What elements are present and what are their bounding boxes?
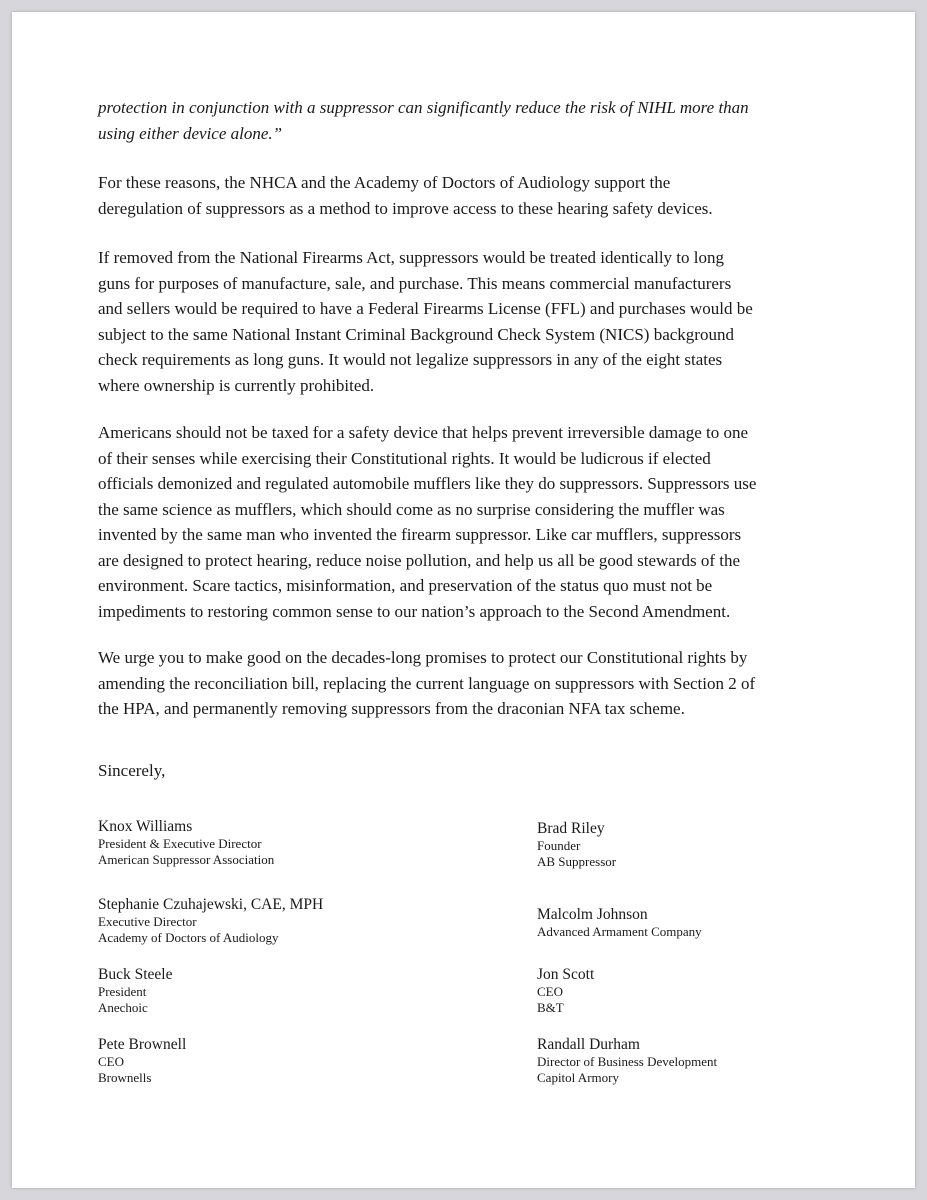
signer-org: American Suppressor Association <box>98 852 275 867</box>
text-line: We urge you to make good on the decades-long promises to protect our Constitutional rights by <box>98 648 748 667</box>
paragraph-support <box>98 170 818 221</box>
signer-title: President & Executive Director <box>98 836 262 851</box>
signer-name: Brad Riley <box>537 820 605 837</box>
text-line: subject to the same National Instant Criminal Background Check System (NICS) background <box>98 324 734 344</box>
paragraph-urge <box>98 645 818 722</box>
signature-block <box>537 1036 717 1086</box>
text-line: environment. Scare tactics, misinformation, and preservation of the status quo must not be <box>98 576 713 595</box>
text-line: and sellers would be required to have a Federal Firearms License (FFL) and purchases would be <box>98 299 753 318</box>
signer-org: B&T <box>537 1000 564 1015</box>
text-line: invented by the same man who invented the firearm suppressor. Like car mufflers, suppressors <box>98 525 742 544</box>
text-line: where ownership is currently prohibited. <box>98 375 375 395</box>
signer-org: Brownells <box>98 1070 152 1085</box>
signer-name: Buck Steele <box>98 966 173 983</box>
text-line: the HPA, and permanently removing suppressors from the draconian NFA tax scheme. <box>98 699 685 718</box>
signature-block <box>537 966 594 1016</box>
text-line: amending the reconciliation bill, replacing the current language on suppressors with Section 2 of <box>98 673 756 693</box>
signer-name: Randall Durham <box>537 1036 640 1053</box>
letter-page <box>12 12 915 1188</box>
text-line: check requirements as long guns. It would not legalize suppressors in any of the eight states <box>98 350 723 369</box>
signer-org: Academy of Doctors of Audiology <box>98 930 279 945</box>
text-line: impediments to restoring common sense to our nation’s approach to the Second Amendment. <box>98 601 731 621</box>
signer-name: Malcolm Johnson <box>537 906 648 923</box>
quote-paragraph <box>98 95 818 146</box>
signer-org: Anechoic <box>98 1000 148 1015</box>
signature-block <box>98 818 274 868</box>
text-line: using either device alone.” <box>98 123 283 143</box>
signature-block <box>537 906 702 940</box>
signer-name: Stephanie Czuhajewski, CAE, MPH <box>98 896 324 913</box>
signature-block <box>98 1036 186 1086</box>
signer-org: Capitol Armory <box>537 1070 619 1085</box>
signer-title: Founder <box>537 838 581 853</box>
signer-title: Executive Director <box>98 914 197 929</box>
text-line: For these reasons, the NHCA and the Academy of Doctors of Audiology support the <box>98 173 671 192</box>
signature-block <box>537 820 616 870</box>
text-line: guns for purposes of manufacture, sale, and purchase. This means commercial manufacturers <box>98 273 732 293</box>
text-line: officials demonized and regulated automobile mufflers like they do suppressors. Suppressors use <box>98 474 757 493</box>
text-line: are designed to protect hearing, reduce noise pollution, and help us all be good stewards of the <box>98 550 741 570</box>
signer-title: Director of Business Development <box>537 1054 718 1069</box>
closing: Sincerely, <box>98 761 166 780</box>
signer-title: Advanced Armament Company <box>537 924 702 939</box>
text-line: If removed from the National Firearms Act, suppressors would be treated identically to long <box>98 248 725 267</box>
text-line: deregulation of suppressors as a method to improve access to these hearing safety devices. <box>98 198 713 218</box>
paragraph-taxation <box>98 420 818 624</box>
text-line: protection in conjunction with a suppressor can significantly reduce the risk of NIHL more than <box>98 98 749 117</box>
signer-title: CEO <box>537 984 563 999</box>
signer-name: Jon Scott <box>537 966 595 983</box>
text-line: the same science as mufflers, which should come as no surprise considering the muffler was <box>98 499 725 519</box>
paragraph-nfa-removal <box>98 245 818 398</box>
signature-block <box>98 966 172 1016</box>
signer-name: Pete Brownell <box>98 1036 187 1053</box>
signer-title: CEO <box>98 1054 124 1069</box>
signature-block <box>98 896 323 946</box>
text-line: of their senses while exercising their Constitutional rights. It would be ludicrous if elected <box>98 448 711 468</box>
signer-name: Knox Williams <box>98 818 193 835</box>
signer-org: AB Suppressor <box>537 854 617 869</box>
text-line: Americans should not be taxed for a safety device that helps prevent irreversible damage to one <box>98 423 749 442</box>
signer-title: President <box>98 984 147 999</box>
